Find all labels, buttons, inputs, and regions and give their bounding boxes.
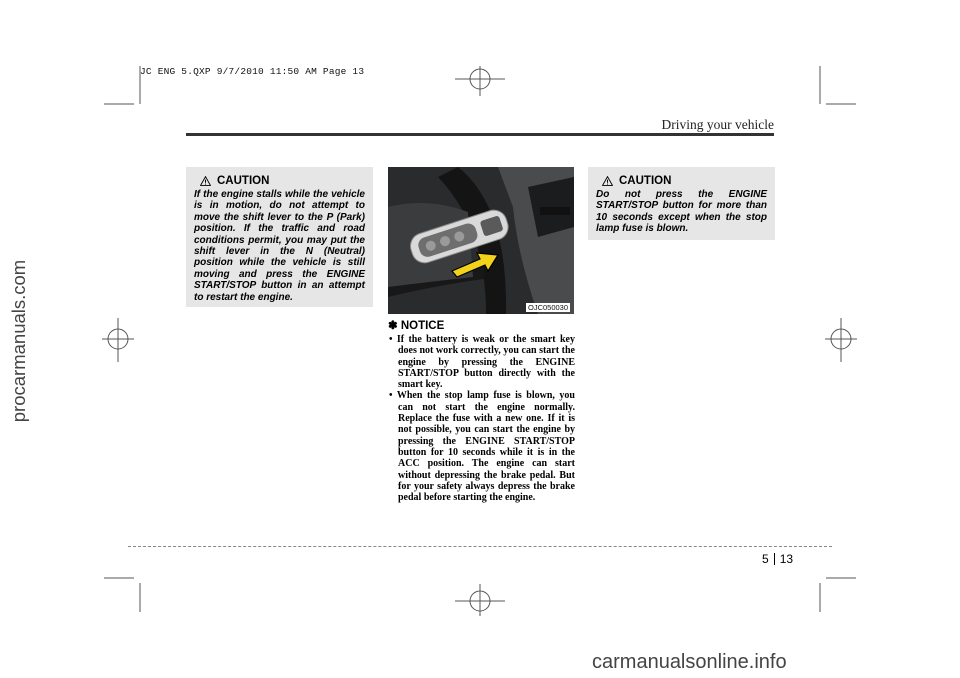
registration-target-left — [102, 318, 134, 362]
warning-triangle-icon — [602, 176, 613, 186]
registration-target-right — [825, 318, 857, 362]
registration-target-bottom — [455, 584, 505, 616]
notice-list — [388, 334, 575, 503]
caution-text: If the engine stalls while the vehicle is in motion, do not attempt to move the shift lever to the P (Park) position. If the traffic and road conditions permit, you may put the shift lever in the N (Neutral) position while the vehicle is still moving and press the ENGINE START/STOP button in an attempt to restart the engine. — [194, 189, 365, 303]
smart-key-photo — [388, 167, 574, 314]
caution-text: Do not press the ENGINE START/STOP button for more than 10 seconds except when the stop lamp fuse is blown. — [596, 189, 767, 235]
caution-heading-label: CAUTION — [619, 175, 672, 187]
page-number — [762, 552, 793, 566]
photo-code: OJC050030 — [528, 303, 569, 312]
notice-item: • When the stop lamp fuse is blown, you can not start the engine normally. Replace the fuse with a new one. If it is not possible, you can start the engine by pressing the ENGINE START/STOP button for 10 seconds while it is in the ACC position. The engine can start without depressing the brake pedal. But for your safety always depress the brake pedal before starting the engine. — [389, 390, 575, 504]
caution-box-left — [186, 167, 373, 307]
footer-dashed-rule — [128, 546, 832, 547]
caution-box-right — [588, 167, 775, 240]
header-rule — [186, 133, 774, 136]
notice-heading: ✽ NOTICE — [388, 320, 445, 332]
notice-item: • If the battery is weak or the smart key does not work correctly, you can start the engine by pressing the ENGINE START/STOP button directly with the smart key. — [389, 334, 575, 391]
notice-section — [388, 318, 575, 503]
print-slug: JC ENG 5.QXP 9/7/2010 11:50 AM Page 13 — [140, 66, 365, 77]
registration-target-top — [455, 66, 505, 96]
warning-triangle-icon — [200, 176, 211, 186]
caution-heading — [194, 175, 365, 187]
watermark-procarmanuals: procarmanuals.com — [8, 259, 29, 423]
page-number-value: 13 — [779, 552, 794, 566]
caution-heading-label: CAUTION — [217, 175, 270, 187]
watermark-carmanualsonline: carmanualsonline.info — [592, 651, 787, 673]
section-title: Driving your vehicle — [661, 117, 774, 132]
chapter-number: 5 — [762, 552, 769, 566]
smart-key-illustration — [388, 167, 574, 314]
caution-heading — [596, 175, 767, 187]
page-number-separator — [774, 553, 775, 565]
